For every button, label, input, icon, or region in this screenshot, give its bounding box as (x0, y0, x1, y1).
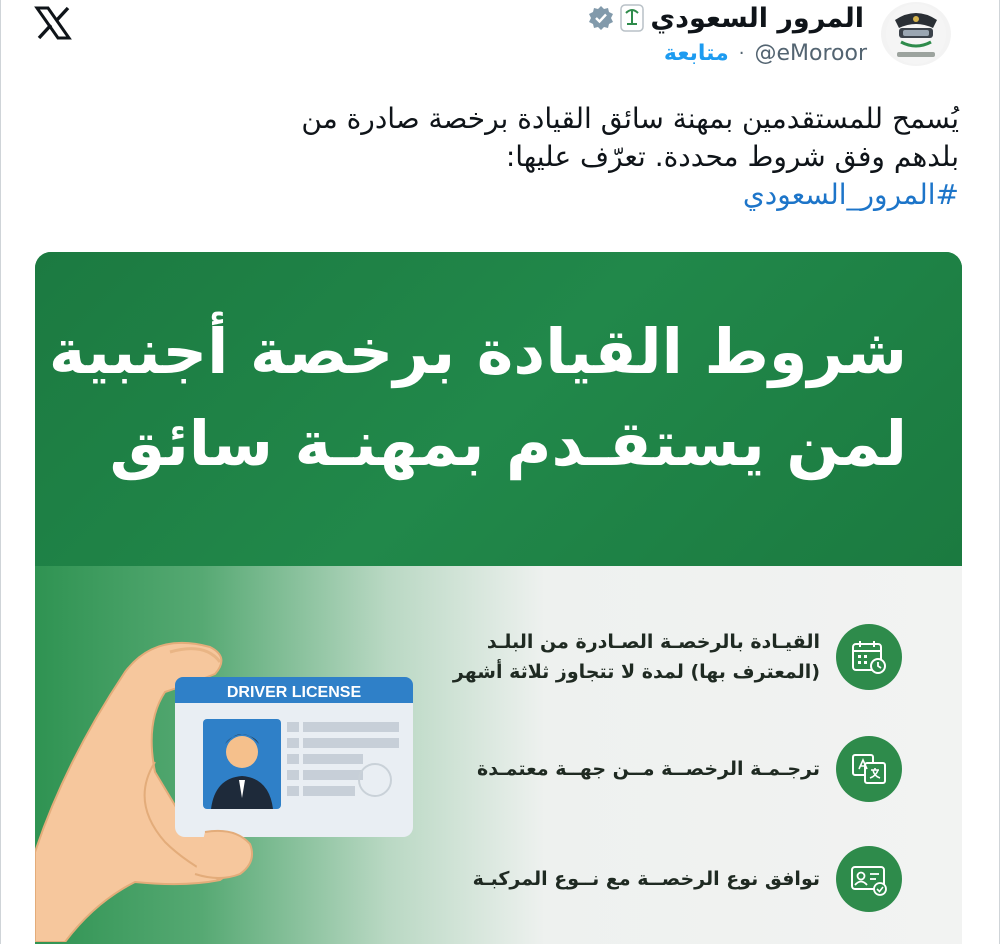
hand-holding-license-illustration (35, 612, 455, 942)
card-title-line: شروط القيادة برخصة أجنبية (48, 315, 907, 388)
condition-line: (المعترف بها) لمدة لا تتجاوز ثلاثة أشهر (452, 661, 820, 683)
post-image[interactable] (35, 252, 962, 944)
display-name[interactable]: المرور السعودي (650, 2, 864, 34)
condition-item (473, 846, 902, 912)
condition-text (453, 627, 820, 687)
verified-badge-icon (588, 5, 614, 31)
user-handle[interactable]: @eMoroor (754, 40, 867, 66)
tweet-text-line: يُسمح للمستقدمين بمهنة سائق القيادة برخصة صادرة من (301, 102, 959, 135)
avatar[interactable] (881, 2, 951, 66)
condition-icon-circle (836, 846, 902, 912)
condition-text (477, 754, 820, 784)
condition-line: القيـادة بالرخصـة الصـادرة من البلـد (486, 631, 820, 653)
condition-item (453, 624, 902, 690)
handle-row (664, 38, 867, 68)
traffic-police-emblem-icon (881, 2, 951, 66)
tweet-text-line: بلدهم وفق شروط محددة. تعرّف عليها: (505, 140, 959, 173)
condition-text (473, 864, 820, 894)
x-logo-icon[interactable] (31, 6, 75, 40)
follow-link[interactable]: متابعة (663, 40, 729, 66)
calendar-icon (849, 637, 889, 677)
card-title-line: لمن يستقـدم بمهنـة سائق (109, 407, 907, 480)
id-card-icon (849, 859, 889, 899)
separator-dot: · (738, 42, 745, 64)
card-title (48, 306, 907, 490)
condition-line: ترجـمـة الرخصــة مــن جهــة معتمـدة (476, 758, 820, 780)
condition-item (477, 736, 902, 802)
author-name-row (588, 0, 864, 36)
condition-icon-circle (836, 736, 902, 802)
tweet-body (59, 100, 959, 214)
translate-icon (849, 749, 889, 789)
hashtag-link[interactable]: #المرور_السعودي (742, 178, 959, 211)
driver-license-card (175, 677, 413, 837)
license-header-text: DRIVER LICENSE (226, 684, 362, 701)
condition-line: توافق نوع الرخصــة مع نــوع المركبـة (472, 868, 820, 890)
government-badge-icon (620, 4, 644, 32)
condition-icon-circle (836, 624, 902, 690)
